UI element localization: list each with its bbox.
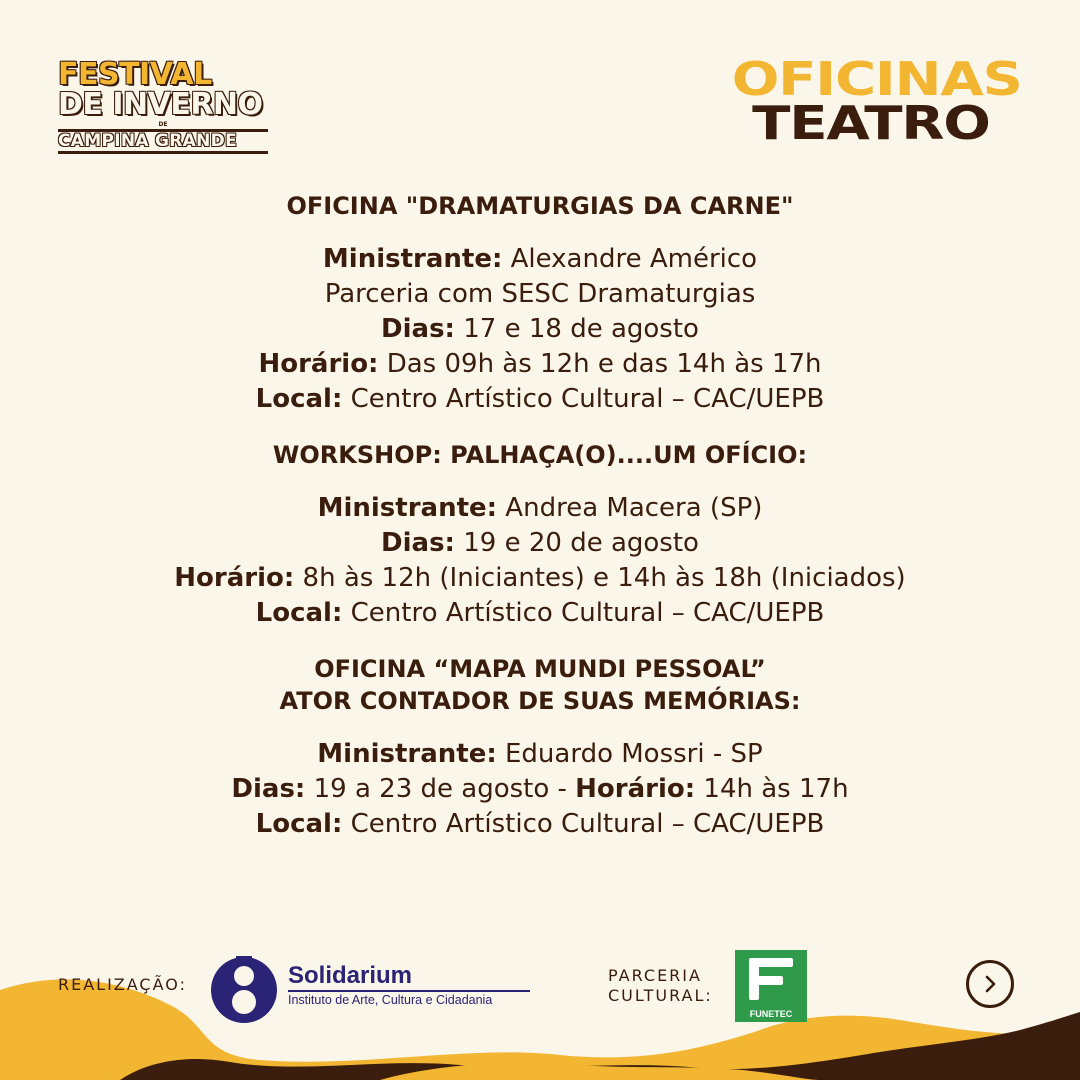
realizacao-label: REALIZAÇÃO: (58, 975, 187, 994)
headline-oficinas: OFICINAS (731, 52, 1022, 106)
workshop-section (0, 190, 1080, 417)
funetec-mark-icon (735, 950, 807, 1010)
detail-instructor (0, 242, 1080, 277)
detail-value: 19 a 23 de agosto - (305, 774, 576, 804)
page-headline (731, 52, 1022, 150)
detail-value: Eduardo Mossri - SP (496, 739, 763, 769)
workshop-section (0, 439, 1080, 631)
detail-value: 14h às 17h (695, 774, 849, 804)
detail-instructor (0, 491, 1080, 526)
detail-label: Dias: (231, 774, 306, 804)
detail-label: Local: (255, 384, 343, 414)
detail-value: 8h às 12h (Iniciantes) e 14h às 18h (Iniciados) (294, 563, 906, 593)
logo-line-de-inverno: DE INVERNO (58, 87, 263, 122)
solidarium-subtitle: Instituto de Arte, Cultura e Cidadania (288, 993, 493, 1007)
detail-label: Local: (255, 809, 343, 839)
detail-schedule (0, 561, 1080, 596)
detail-partnership (0, 277, 1080, 312)
festival-logo (58, 57, 268, 154)
workshop-list (0, 190, 1080, 842)
detail-label: Ministrante: (317, 739, 497, 769)
parceria-cultural-label (608, 966, 713, 1006)
detail-label: Ministrante: (322, 244, 503, 274)
detail-instructor (0, 737, 1080, 772)
workshop-section (0, 653, 1080, 842)
detail-days (0, 312, 1080, 347)
detail-value: Centro Artístico Cultural – CAC/UEPB (342, 384, 825, 414)
detail-value: Parceria com SESC Dramaturgias (324, 279, 756, 309)
detail-label: Dias: (381, 314, 455, 344)
logo-line-festival: FESTIVAL (58, 57, 212, 92)
section-title: OFICINA "DRAMATURGIAS DA CARNE" (286, 192, 794, 220)
parceria-line: PARCERIA (608, 966, 702, 985)
detail-value: Das 09h às 12h e das 14h às 17h (378, 349, 822, 379)
detail-value: 19 e 20 de agosto (454, 528, 699, 558)
section-subtitle: ATOR CONTADOR DE SUAS MEMÓRIAS: (279, 687, 801, 715)
detail-label: Local: (255, 598, 343, 628)
detail-value: Centro Artístico Cultural – CAC/UEPB (342, 809, 825, 839)
detail-value: 17 e 18 de agosto (454, 314, 699, 344)
detail-location (0, 382, 1080, 417)
detail-location (0, 596, 1080, 631)
parceria-line: CULTURAL: (608, 986, 713, 1005)
solidarium-divider (288, 990, 530, 992)
funetec-label: FUNETEC (749, 1009, 793, 1019)
detail-label: Horário: (575, 774, 696, 804)
detail-label: Dias: (381, 528, 455, 558)
section-title: OFICINA “MAPA MUNDI PESSOAL” (314, 655, 766, 683)
detail-schedule (0, 347, 1080, 382)
headline-teatro: TEATRO (752, 95, 990, 150)
detail-label: Ministrante: (317, 493, 498, 523)
detail-label: Horário: (174, 563, 295, 593)
detail-value: Centro Artístico Cultural – CAC/UEPB (342, 598, 825, 628)
solidarium-name: Solidarium (288, 962, 413, 989)
detail-value: Andrea Macera (SP) (497, 493, 763, 523)
detail-days-schedule (0, 772, 1080, 807)
chevron-right-icon (979, 973, 1001, 995)
logo-connector: DE (158, 121, 168, 128)
next-button[interactable] (966, 960, 1014, 1008)
logo-line-campina-grande: CAMPINA GRANDE (58, 129, 268, 154)
detail-days (0, 526, 1080, 561)
solidarium-logo-icon (208, 956, 280, 1024)
detail-value: Alexandre Américo (502, 244, 758, 274)
detail-label: Horário: (258, 349, 379, 379)
section-title: WORKSHOP: PALHAÇA(O)....UM OFÍCIO: (272, 441, 808, 469)
detail-location (0, 807, 1080, 842)
